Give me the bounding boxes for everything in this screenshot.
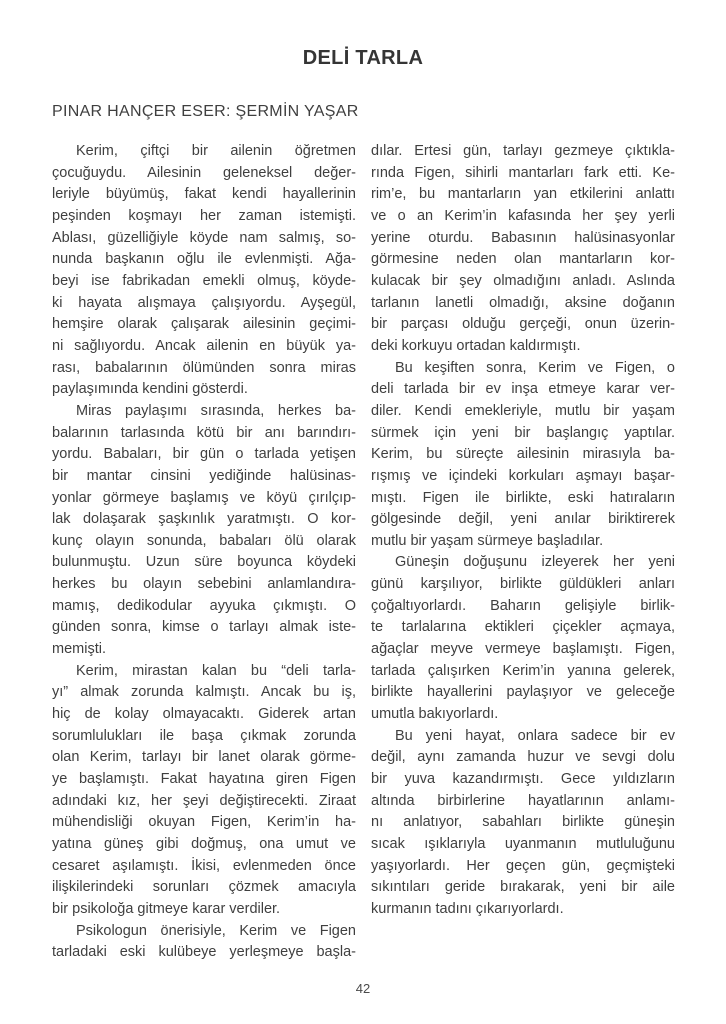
text-column-right bbox=[371, 141, 675, 964]
text-line: çocuğuydu. Ailesinin geleneksel değer- bbox=[52, 164, 356, 181]
paragraph bbox=[371, 358, 675, 553]
text-column-left bbox=[52, 141, 356, 964]
text-line: yonlar görmeye başlamış ve köyü çırılçıp- bbox=[52, 489, 356, 506]
text-line: rında Figen, sihirli mantarları fark etti. Ke- bbox=[371, 164, 675, 181]
text-line: adındaki kız, her şeyi değiştirecekti. Ziraat bbox=[52, 792, 356, 809]
text-line: birlikte hayallerini paylaşıyor ve geleceğe bbox=[371, 684, 675, 701]
text-line: bir mantar cinsini yediğinde halüsinas- bbox=[52, 467, 356, 484]
paragraph bbox=[371, 552, 675, 725]
text-line: nunda başkanın oğlu ile evlenmişti. Ağa- bbox=[52, 251, 356, 268]
text-line: peşinden koşmayı her zaman istemişti. bbox=[52, 207, 356, 224]
text-line: görmesine neden olan mantarların kor- bbox=[371, 251, 675, 268]
text-line: günü karşılıyor, birlikte güldükleri anları bbox=[371, 576, 675, 593]
paragraph bbox=[52, 921, 356, 964]
text-line: sıcak ışıklarıyla uyanmanın mutluluğunu bbox=[371, 836, 675, 852]
text-line: umutla bakıyorlardı. bbox=[371, 706, 499, 723]
text-line: kurmanın tadını çıkarıyorlardı. bbox=[371, 900, 564, 917]
text-line: mamış, dedikodular ayyuka çıkmıştı. O bbox=[52, 597, 356, 614]
paragraph bbox=[52, 661, 356, 921]
text-line: Miras paylaşımı sırasında, herkes ba- bbox=[76, 402, 356, 419]
text-line: Kerim, mirastan kalan bu “deli tarla- bbox=[76, 662, 356, 679]
text-line: altında birbirlerine hayatlarının anlamı- bbox=[371, 792, 675, 809]
text-line: Ablası, güzelliğiyle köyde nam salmış, so- bbox=[52, 229, 356, 246]
text-line: lak dolaşarak şaşkınlık yaratmıştı. O kor- bbox=[52, 511, 356, 528]
text-line: günden sonra, kimse o tarlayı almak iste- bbox=[52, 619, 356, 636]
text-line: ni sağlıyordu. Ancak ailenin en büyük ya- bbox=[52, 337, 356, 354]
text-line: ağaçlar meyve vermeye başlamıştı. Figen, bbox=[371, 641, 675, 658]
text-line: deki korkuyu ortadan kaldırmıştı. bbox=[371, 337, 581, 354]
text-line: ve o an Kerim’in kafasında her şey yerli bbox=[371, 207, 675, 224]
text-line: ilişkilerindeki sorunları çözmek amacıyla bbox=[52, 879, 356, 896]
text-columns bbox=[52, 141, 675, 964]
paragraph bbox=[371, 141, 675, 358]
text-line: sürmek için yeni bir başlangıç yaptılar. bbox=[371, 424, 675, 441]
text-line: bir yuva kazandırmıştı. Gece yıldızların bbox=[371, 771, 675, 788]
text-line: sıkıntıları geride bırakarak, yeni bir aile bbox=[371, 879, 675, 896]
text-line: tarlada çalışırken Kerim’in yanına gelerek, bbox=[371, 662, 675, 679]
text-line: nı anlatıyor, sabahları birlikte güneşin bbox=[371, 814, 675, 831]
text-line: rim’e, bu mantarların yan etkilerini anlattı bbox=[371, 186, 675, 203]
text-line: sorumlulukları ile başa çıkmak zorunda bbox=[52, 727, 356, 744]
text-line: çoğaltıyorlardı. Baharın gelişiyle birlik- bbox=[371, 597, 675, 614]
text-line: tarladaki eski kulübeye yerleşmeye başla- bbox=[52, 944, 356, 961]
text-line: Psikologun önerisiyle, Kerim ve Figen bbox=[76, 922, 356, 939]
text-line: diler. Kendi emekleriyle, mutlu bir yaşam bbox=[371, 402, 675, 419]
paragraph bbox=[52, 141, 356, 401]
text-line: mutlu bir yaşam sürmeye başladılar. bbox=[371, 532, 604, 549]
page-title: DELİ TARLA bbox=[302, 47, 424, 69]
paragraph bbox=[371, 726, 675, 921]
page-number: 42 bbox=[355, 981, 371, 996]
text-line: yerine oturdu. Babasının halüsinasyonlar bbox=[371, 229, 675, 246]
text-line: bulunmuştu. Uzun süre boyunca köydeki bbox=[52, 554, 356, 571]
text-line: memişti. bbox=[52, 641, 106, 658]
text-line: beyi ise fabrikadan emekli olmuş, köyde- bbox=[52, 272, 356, 289]
text-line: mıştı. Figen ile birlikte, eski hatıraların bbox=[371, 489, 675, 506]
text-line: ki hayata alışmaya çalışıyordu. Ayşegül, bbox=[52, 294, 356, 311]
paragraph bbox=[52, 401, 356, 661]
text-line: leriyle büyümüş, fakat kendi hayallerinin bbox=[52, 186, 356, 203]
text-line: tarlanın lanetli olmadığı, aksine doğanın bbox=[371, 294, 675, 311]
text-line: dılar. Ertesi gün, tarlayı gezmeye çıktıkla- bbox=[371, 143, 675, 159]
text-line: paylaşımında kendini gösterdi. bbox=[52, 381, 248, 398]
text-line: mühendisliği okuyan Figen, Kerim’in ha- bbox=[52, 814, 356, 831]
text-line: kunç olayın sonunda, babaları ölü olarak bbox=[52, 532, 356, 549]
text-line: gölgesinde değil, yeni anılar biriktirerek bbox=[371, 511, 675, 528]
text-line: yaşıyorlardı. Her geçen gün, geçmişteki bbox=[371, 857, 675, 874]
text-line: balarının tarlasında kötü bir anı barındırı- bbox=[52, 424, 356, 441]
text-line: olan Kerim, tarlayı bir lanet olarak görme- bbox=[52, 749, 356, 766]
text-line: ye başlamıştı. Fakat hayatına giren Figen bbox=[52, 771, 356, 788]
text-line: değil, aynı zamanda huzur ve sevgi dolu bbox=[371, 749, 675, 766]
text-line: Kerim, bu süreçte ailesinin mirasıyla ba- bbox=[371, 446, 675, 463]
text-line: hiç de kolay olmayacaktı. Giderek artan bbox=[52, 706, 356, 723]
text-line: te tarlalarına ektikleri çiçekler açmaya, bbox=[371, 619, 675, 636]
text-line: Güneşin doğuşunu izleyerek her yeni bbox=[395, 554, 675, 571]
text-line: bir parçası olduğu gerçeği, onun üzerin- bbox=[371, 316, 675, 333]
text-line: Kerim, çiftçi bir ailenin öğretmen bbox=[76, 143, 356, 159]
text-line: yordu. Babaları, bir gün o tarlada yetişen bbox=[52, 446, 356, 463]
text-line: Bu yeni hayat, onlara sadece bir ev bbox=[395, 727, 675, 744]
text-line: Bu keşiften sonra, Kerim ve Figen, o bbox=[395, 359, 675, 376]
text-line: deli tarlada bir ev inşa etmeye karar ver- bbox=[371, 381, 675, 398]
author-line: PINAR HANÇER ESER: ŞERMİN YAŞAR bbox=[52, 103, 359, 120]
text-line: hemşire olarak çalışarak ailesinin geçimi- bbox=[52, 316, 356, 333]
text-line: rışmış ve içindeki korkuları aşmayı başar- bbox=[371, 467, 675, 484]
text-line: cesaret aşılamıştı. İkisi, evlenmeden önce bbox=[52, 857, 356, 874]
text-line: yatına güneş gibi doğmuş, ona umut ve bbox=[52, 836, 356, 852]
text-line: yı” almak zorunda kalmıştı. Ancak bu iş, bbox=[52, 684, 356, 701]
text-line: bir psikoloğa gitmeye karar verdiler. bbox=[52, 900, 281, 917]
text-line: herkes bu olayın sebebini anlamlandıra- bbox=[52, 576, 356, 593]
text-line: kulacak bir şey olmadığını anladı. Aslında bbox=[371, 272, 675, 289]
text-line: rası, babalarının ölümünden sonra miras bbox=[52, 359, 356, 376]
